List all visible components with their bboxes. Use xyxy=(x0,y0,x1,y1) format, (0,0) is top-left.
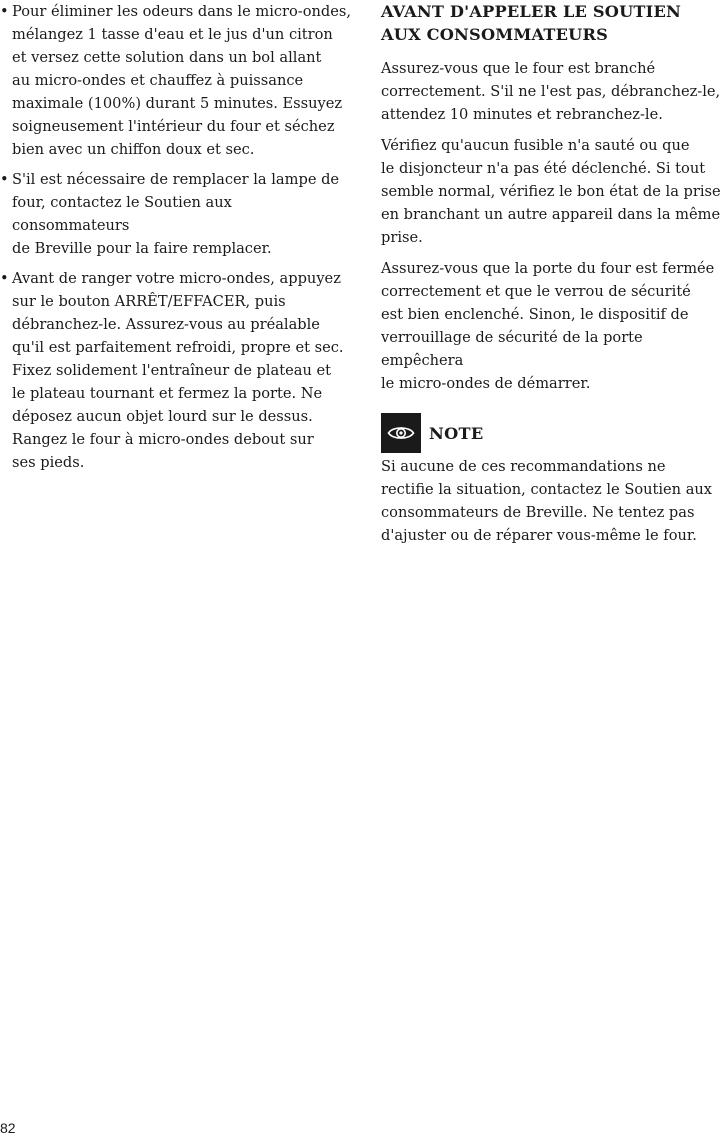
page-number: 82 xyxy=(0,1120,16,1136)
note-title: NOTE xyxy=(429,423,484,443)
text-line: et versez cette solution dans un bol allant xyxy=(12,49,322,66)
bullet-storage xyxy=(0,267,352,474)
text-line: Avant de ranger votre micro-ondes, appuyez xyxy=(12,270,341,287)
left-column xyxy=(0,0,352,481)
text-line: en branchant un autre appareil dans la même xyxy=(381,206,721,223)
text-line: semble normal, vérifiez le bon état de la prise xyxy=(381,183,721,200)
heading-line: AUX CONSOMMATEURS xyxy=(381,25,608,44)
text-line: Pour éliminer les odeurs dans le micro-ondes, xyxy=(12,3,352,20)
text-line: le disjoncteur n'a pas été déclenché. Si tout xyxy=(381,160,706,177)
text-line: de Breville pour la faire remplacer. xyxy=(12,240,272,257)
text-line: au micro-ondes et chauffez à puissance xyxy=(12,72,304,89)
right-column xyxy=(381,0,724,555)
text-line: rectifie la situation, contactez le Soutien aux xyxy=(381,481,713,498)
bullet-lamp-replacement xyxy=(0,168,352,260)
bullet-text xyxy=(12,0,352,161)
bullet-mark: • xyxy=(0,171,9,188)
note-text xyxy=(381,455,724,547)
section-heading xyxy=(381,0,724,46)
text-line: ses pieds. xyxy=(12,454,85,471)
text-line: déposez aucun objet lourd sur le dessus. xyxy=(12,408,313,425)
text-line: le plateau tournant et fermez la porte. Ne xyxy=(12,385,323,402)
bullet-mark: • xyxy=(0,270,9,287)
note-header xyxy=(381,413,724,453)
text-line: le micro-ondes de démarrer. xyxy=(381,375,591,392)
text-line: maximale (100%) durant 5 minutes. Essuyez xyxy=(12,95,343,112)
paragraph-check-door xyxy=(381,257,724,395)
text-line: consommateurs de Breville. Ne tentez pas xyxy=(381,504,695,521)
text-line: débranchez-le. Assurez-vous au préalable xyxy=(12,316,320,333)
heading-line: AVANT D'APPELER LE SOUTIEN xyxy=(381,2,681,21)
text-line: attendez 10 minutes et rebranchez-le. xyxy=(381,106,663,123)
text-line: prise. xyxy=(381,229,423,246)
eye-icon xyxy=(381,413,421,453)
text-line: mélangez 1 tasse d'eau et le jus d'un citron xyxy=(12,26,333,43)
text-line: bien avec un chiffon doux et sec. xyxy=(12,141,255,158)
paragraph-check-plug xyxy=(381,57,724,126)
text-line: Assurez-vous que le four est branché xyxy=(381,60,656,77)
text-line: Fixez solidement l'entraîneur de plateau et xyxy=(12,362,331,379)
care-bullet-list xyxy=(0,0,352,474)
bullet-mark: • xyxy=(0,3,9,20)
text-line: Vérifiez qu'aucun fusible n'a sauté ou que xyxy=(381,137,690,154)
text-line: Rangez le four à micro-ondes debout sur xyxy=(12,431,314,448)
text-line: correctement et que le verrou de sécurité xyxy=(381,283,691,300)
text-line: d'ajuster ou de réparer vous-même le four. xyxy=(381,527,697,544)
text-line: qu'il est parfaitement refroidi, propre et sec. xyxy=(12,339,344,356)
text-line: est bien enclenché. Sinon, le dispositif de xyxy=(381,306,689,323)
text-line: four, contactez le Soutien aux consommateurs xyxy=(12,194,232,234)
text-line: sur le bouton ARRÊT/EFFACER, puis xyxy=(12,293,286,310)
text-line: S'il est nécessaire de remplacer la lampe de xyxy=(12,171,340,188)
bullet-text xyxy=(12,267,352,474)
paragraph-check-fuse xyxy=(381,134,724,249)
text-line: verrouillage de sécurité de la porte empêchera xyxy=(381,329,643,369)
text-line: Assurez-vous que la porte du four est fermée xyxy=(381,260,715,277)
bullet-odor-removal xyxy=(0,0,352,161)
bullet-text xyxy=(12,168,352,260)
text-line: soigneusement l'intérieur du four et séchez xyxy=(12,118,335,135)
text-line: correctement. S'il ne l'est pas, débranchez-le, xyxy=(381,83,721,100)
text-line: Si aucune de ces recommandations ne xyxy=(381,458,666,475)
